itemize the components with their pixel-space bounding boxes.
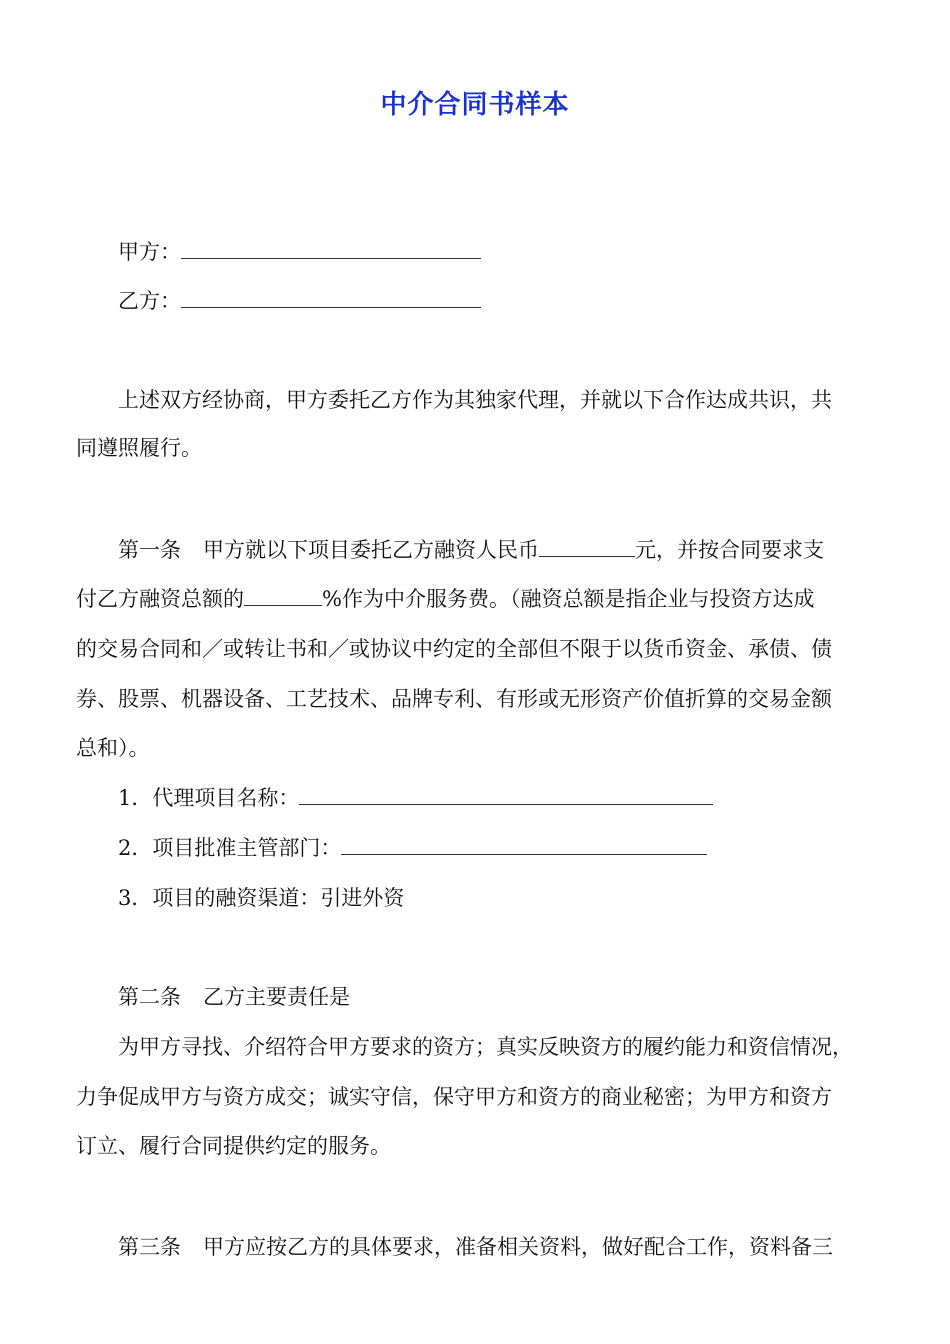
article1-line-5: 总和）。 [76,736,150,760]
article1-item-1 [118,784,888,812]
article2-heading: 第二条 [118,985,181,1009]
article1-text-1b: 元，并按合同要求支 [635,538,824,562]
percent-blank[interactable] [244,585,322,606]
party-a-label: 甲方： [118,240,181,264]
article2-body-2: 力争促成甲方与资方成交；诚实守信，保守甲方和资方的商业秘密；为甲方和资方 [76,1085,832,1109]
authority-blank[interactable] [341,834,707,855]
item1-label: 1．代理项目名称： [118,786,300,810]
article3-line-1 [118,1233,888,1261]
party-b-label: 乙方： [118,289,181,313]
article1-text-2b: %作为中介服务费。（融资总额是指企业与投资方达成 [322,587,815,611]
intro-line-1: 上述双方经协商，甲方委托乙方作为其独家代理，并就以下合作达成共识，共 [118,388,832,412]
document-title: 中介合同书样本 [380,90,570,120]
article2-body-1: 为甲方寻找、介绍符合甲方要求的资方；真实反映资方的履约能力和资信情况， [118,1035,853,1059]
article2-heading-text: 乙方主要责任是 [203,985,350,1009]
project-name-blank[interactable] [299,784,713,805]
article3-heading: 第三条 [118,1235,181,1259]
article1-item-2 [118,834,888,862]
party-a-line [118,238,888,266]
party-b-blank[interactable] [181,287,481,308]
intro-line-2: 同遵照履行。 [76,436,202,460]
article2-heading-line [118,983,888,1011]
article1-heading: 第一条 [118,538,181,562]
article3-text: 甲方应按乙方的具体要求，准备相关资料，做好配合工作，资料备三 [203,1235,833,1259]
article1-line-3: 的交易合同和／或转让书和／或协议中约定的全部但不限于以货币资金、承债、债 [76,637,832,661]
article1-item-3: 3．项目的融资渠道：引进外资 [118,886,405,910]
item2-label: 2．项目批准主管部门： [118,836,342,860]
article1-line-2 [76,585,886,613]
party-a-blank[interactable] [181,238,481,259]
article1-line-1 [118,536,888,564]
article2-body-3: 订立、履行合同提供约定的服务。 [76,1134,391,1158]
article1-line-4: 券、股票、机器设备、工艺技术、品牌专利、有形或无形资产价值折算的交易金额 [76,687,832,711]
article1-text-1a: 甲方就以下项目委托乙方融资人民币 [203,538,539,562]
amount-blank[interactable] [539,536,635,557]
party-b-line [118,287,888,315]
article1-text-2a: 付乙方融资总额的 [76,587,244,611]
